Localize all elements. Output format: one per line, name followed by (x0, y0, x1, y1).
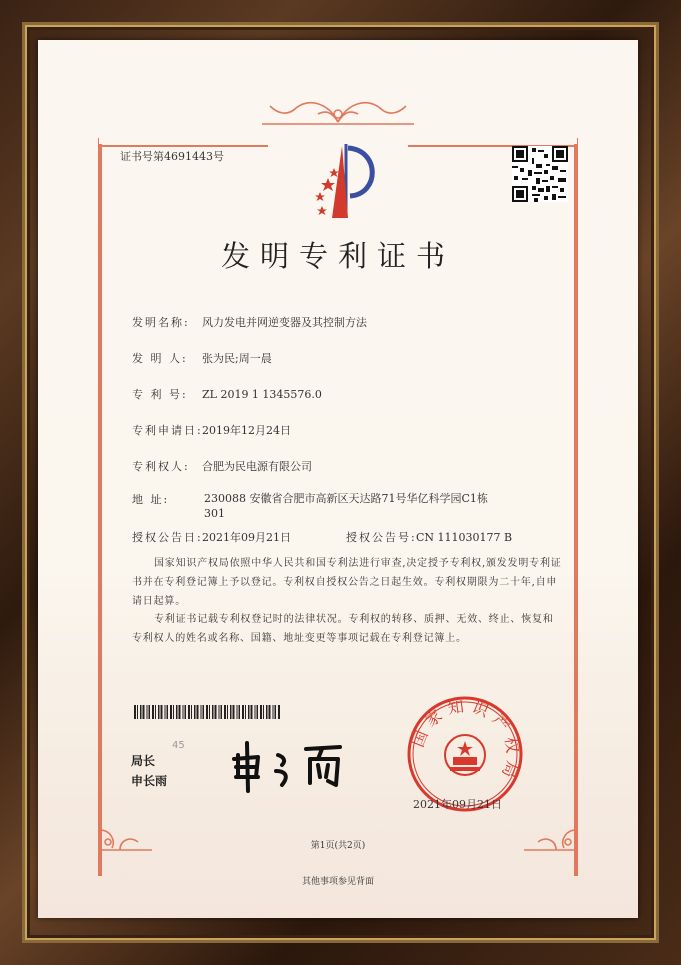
field-label: 发明名称: (132, 316, 190, 329)
page-indicator: 第1页(共2页) (310, 841, 366, 851)
bottom-right-ornament-icon (522, 800, 582, 860)
field-value: 张为民;周一晨 (202, 352, 272, 365)
field-label: 专利申请日: (132, 424, 203, 437)
field-value: ZL 2019 1 1345576.0 (202, 388, 322, 401)
svg-text:国家知识产权局 (408, 696, 523, 786)
certificate-title: 发明专利证书 (220, 239, 455, 273)
certificate-number: 证书号第4691443号 (120, 150, 224, 163)
field-label: 授权公告号: (346, 531, 417, 544)
top-ornament-icon (258, 92, 418, 128)
back-side-note: 其他事项参见背面 (301, 877, 374, 887)
field-label: 专 利 号: (132, 388, 188, 401)
field-grant-number (346, 529, 512, 545)
qr-code-icon (512, 146, 568, 202)
barcode-icon (134, 705, 280, 719)
field-value: 合肥为民电源有限公司 (202, 460, 312, 473)
small-number: 45 (172, 740, 185, 751)
field-application-date (132, 422, 291, 438)
field-label: 专利权人: (132, 460, 190, 473)
field-patent-number (132, 386, 322, 402)
field-value: 2021年09月21日 (202, 531, 291, 544)
field-value: CN 111030177 B (416, 531, 513, 544)
field-label: 地 址: (132, 493, 170, 506)
grant-statement-paragraph: 国家知识产权局依照中华人民共和国专利法进行审查,决定授予专利权,颁发发明专利证书并在专利登记簿上予以登记。专利权自授权公告之日起生效。专利权期限为二十年,自申请日起算。 (132, 558, 562, 607)
field-inventors (132, 350, 272, 366)
field-invention-name (132, 314, 367, 330)
seal-text: 国家知识产权局 (408, 696, 523, 787)
certificate-sheet (38, 40, 638, 918)
field-label: 发 明 人: (132, 352, 188, 365)
field-value: 风力发电并网逆变器及其控制方法 (202, 316, 367, 329)
director-title: 局长 (131, 754, 156, 768)
field-address-value: 230088 安徽省合肥市高新区天达路71号华亿科学园C1栋301 (204, 492, 488, 520)
director-signature-icon (228, 737, 358, 793)
seal-date: 2021年09月21日 (413, 798, 502, 811)
field-value: 2019年12月24日 (202, 424, 291, 437)
field-patentee (132, 458, 312, 474)
field-grant-date (132, 529, 291, 545)
legal-status-paragraph: 专利证书记载专利权登记时的法律状况。专利权的转移、质押、无效、终止、恢复和专利权人的姓名或名称、国籍、地址变更等事项记载在专利登记簿上。 (132, 614, 554, 644)
bottom-left-ornament-icon (94, 800, 154, 860)
director-name: 申长雨 (131, 774, 168, 788)
field-address-label (132, 491, 202, 507)
field-label: 授权公告日: (132, 531, 203, 544)
patent-office-logo-icon (308, 140, 388, 222)
